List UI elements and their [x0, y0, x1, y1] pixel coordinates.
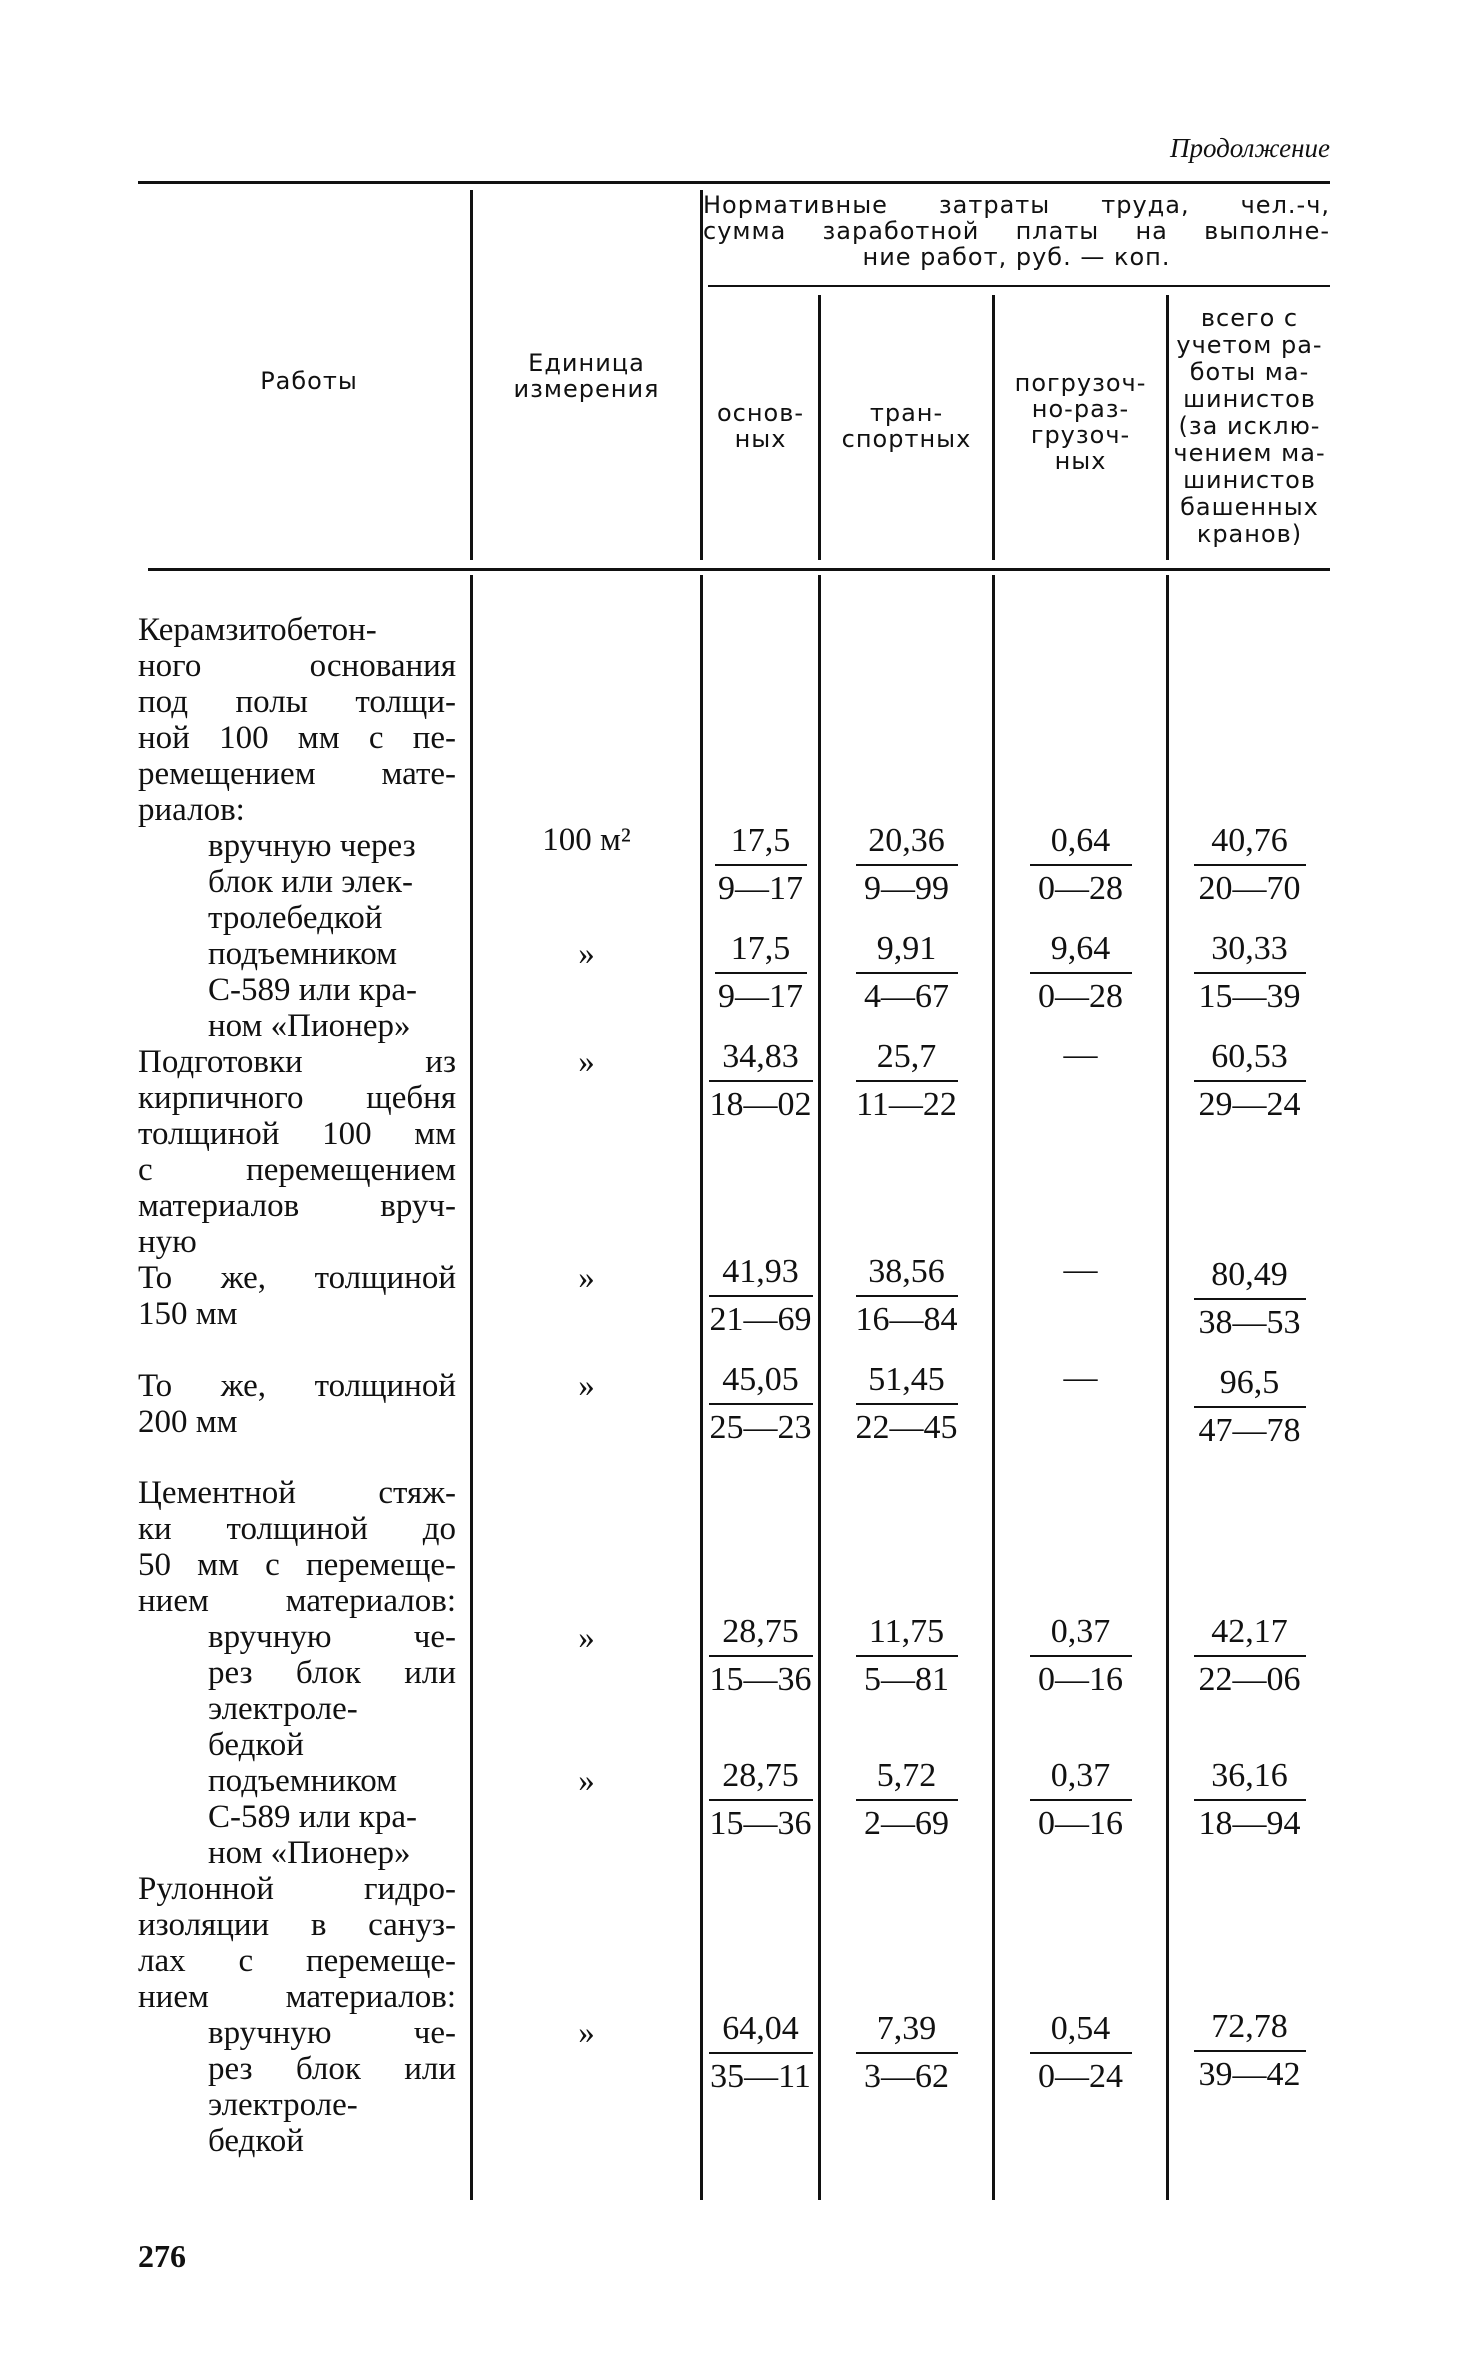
row5-total: 96,5 47—78 — [1169, 1364, 1330, 1450]
label-keramzit: Керамзитобетон- ного основания под полы толщи- ной 100 мм с пе- ремещением мате- риалов: — [138, 612, 456, 828]
row8-trans: 7,39 3—62 — [821, 2010, 992, 2096]
row1-load: 0,64 0—28 — [995, 822, 1166, 908]
header-bottom-rule — [148, 568, 1330, 571]
row6-total: 42,17 22—06 — [1169, 1613, 1330, 1699]
row8-main: 64,04 35—11 — [710, 2010, 811, 2095]
unit-row-7: » — [578, 1763, 595, 1799]
table-top-rule — [138, 181, 1330, 184]
norm-subheader-rule — [708, 285, 1330, 287]
unit-row-5: » — [578, 1368, 595, 1404]
row3-load-dash: — — [1063, 1036, 1098, 1073]
row3-main: 34,83 18—02 — [709, 1038, 812, 1123]
row4-trans: 38,56 16—84 — [855, 1253, 958, 1338]
unit-row-2: » — [578, 936, 595, 972]
row2-main: 17,5 9—17 — [703, 930, 818, 1016]
label-manual-block: вручную через блок или элек- тролебедкой — [208, 828, 416, 936]
row1-trans: 20,36 9—99 — [821, 822, 992, 908]
row8-load: 0,54 0—24 — [995, 2010, 1166, 2096]
row2-total: 30,33 15—39 — [1169, 930, 1330, 1016]
row7-main: 28,75 15—36 — [709, 1757, 812, 1842]
row8-total: 72,78 39—42 — [1169, 2008, 1330, 2094]
unit-row-4: » — [578, 1260, 595, 1296]
sub-trans-header: тран- спортных — [841, 399, 972, 453]
row4-main: 41,93 21—69 — [709, 1253, 812, 1338]
col-works-header: Работы — [260, 367, 358, 395]
label-lift-c589: подъемником С-589 или кра- ном «Пионер» — [208, 936, 417, 1044]
unit-row-1: 100 м² — [542, 822, 631, 858]
label-roll-manual: вручную че- рез блок или электроле- бедкой — [208, 2015, 456, 2159]
row4-load-dash: — — [1063, 1251, 1098, 1288]
unit-row-3: » — [578, 1044, 595, 1080]
continuation-label: Продолжение — [1169, 133, 1330, 163]
row5-load-dash: — — [1063, 1359, 1098, 1396]
label-same-200: То же, толщиной 200 мм — [138, 1368, 456, 1440]
row3-total: 60,53 29—24 — [1169, 1038, 1330, 1124]
sub-load-header: погрузоч- но-раз- грузоч- ных — [1014, 369, 1147, 475]
label-cement-manual: вручную че- рез блок или электроле- бедкой — [208, 1619, 456, 1763]
row6-trans: 11,75 5—81 — [821, 1613, 992, 1699]
sub-main-header: основ- ных — [716, 399, 805, 453]
label-cement-lift: подъемником С-589 или кра- ном «Пионер» — [208, 1763, 417, 1871]
row7-total: 36,16 18—94 — [1169, 1757, 1330, 1843]
label-roll: Рулонной гидро- изоляции в сануз- лах с перемеще- нием материалов: — [138, 1871, 456, 2015]
page-number: 276 — [138, 2238, 186, 2274]
row6-load: 0,37 0—16 — [995, 1613, 1166, 1699]
row1-total: 40,76 20—70 — [1169, 822, 1330, 908]
row6-main: 28,75 15—36 — [709, 1613, 812, 1698]
row4-total: 80,49 38—53 — [1169, 1256, 1330, 1342]
row3-trans: 25,7 11—22 — [856, 1038, 957, 1123]
row7-trans: 5,72 2—69 — [821, 1757, 992, 1843]
label-brick: Подготовки из кирпичного щебня толщиной 100 мм с перемещением материалов вруч- ную — [138, 1044, 456, 1260]
unit-row-6: » — [578, 1620, 595, 1656]
col-unit-header: Единица измерения — [513, 349, 660, 403]
row1-main: 17,5 9—17 — [703, 822, 818, 908]
sub-total-header: всего с учетом ра- боты ма- шинистов (за исклю- чением ма- шинистов башенных кранов) — [1173, 304, 1326, 548]
row5-trans: 51,45 22—45 — [855, 1361, 958, 1446]
unit-row-8: » — [578, 2015, 595, 2051]
row5-main: 45,05 25—23 — [709, 1361, 812, 1446]
label-same-150: То же, толщиной 150 мм — [138, 1260, 456, 1332]
col-norm-header: Нормативные затраты труда, чел.-ч, сумма заработной платы на выполне- ние работ, руб. — коп. — [703, 191, 1330, 271]
row7-load: 0,37 0—16 — [995, 1757, 1166, 1843]
row2-load: 9,64 0—28 — [995, 930, 1166, 1016]
label-cement: Цементной стяж- ки толщиной до 50 мм с перемеще- нием материалов: — [138, 1475, 456, 1619]
row2-trans: 9,91 4—67 — [821, 930, 992, 1016]
